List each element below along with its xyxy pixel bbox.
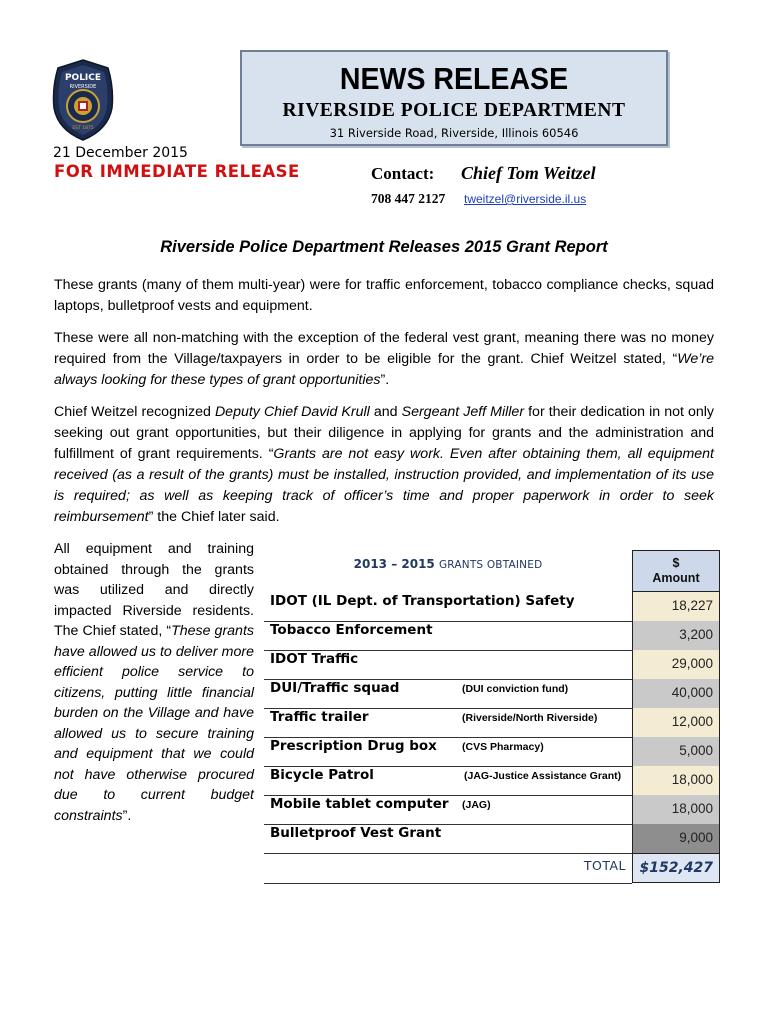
- grant-amount: 40,000: [632, 679, 720, 708]
- paragraph-2: [54, 328, 714, 391]
- grant-name: Mobile tablet computer: [270, 796, 449, 812]
- table-row: [264, 766, 720, 795]
- grant-source-note: (Riverside/North Riverside): [462, 712, 598, 724]
- grant-name: IDOT (IL Dept. of Transportation) Safety: [270, 593, 575, 609]
- grant-name: Prescription Drug box: [270, 738, 437, 754]
- svg-text:POLICE: POLICE: [64, 73, 102, 83]
- total-amount: $152,427: [632, 853, 720, 883]
- grant-source-note: (DUI conviction fund): [462, 683, 569, 695]
- table-row: [264, 650, 720, 679]
- table-row: [264, 592, 720, 621]
- svg-text:EST 1875: EST 1875: [72, 126, 94, 131]
- sidebar-text: All equipment and training obtained through the grants was utilized and directly impacted Riverside residents. The Chief stated, “: [54, 541, 254, 639]
- news-release-title: NEWS RELEASE: [339, 61, 569, 96]
- grant-name: Tobacco Enforcement: [270, 622, 433, 638]
- paragraph-1: [54, 275, 714, 317]
- grant-source-note: (JAG): [462, 799, 491, 811]
- grants-table-caption: GRANTS OBTAINED: [438, 559, 543, 571]
- grant-amount: 3,200: [632, 621, 720, 650]
- grant-source-note: (JAG-Justice Assistance Grant): [464, 770, 622, 782]
- grants-total-row: [264, 853, 720, 883]
- news-release-header: [240, 50, 668, 146]
- release-date: 21 December 2015: [53, 145, 188, 161]
- paragraph-3-text: Chief Weitzel recognized: [54, 404, 215, 420]
- grant-name: Bicycle Patrol: [270, 767, 374, 783]
- total-rule: [264, 883, 632, 884]
- table-row: [264, 795, 720, 824]
- department-address: 31 Riverside Road, Riverside, Illinois 60546: [329, 126, 579, 140]
- table-row: [264, 708, 720, 737]
- grant-amount: 12,000: [632, 708, 720, 737]
- table-row: [264, 737, 720, 766]
- grant-name: Bulletproof Vest Grant: [270, 825, 442, 841]
- grant-amount: 18,227: [632, 592, 720, 621]
- grant-amount: 9,000: [632, 824, 720, 853]
- paragraph-3: [54, 402, 714, 528]
- sidebar-paragraph: [54, 539, 254, 826]
- grant-amount: 29,000: [632, 650, 720, 679]
- grant-name: IDOT Traffic: [270, 651, 359, 667]
- contact-phone: 708 447 2127: [371, 191, 446, 206]
- headline: Riverside Police Department Releases 2015 Grant Report: [160, 238, 608, 256]
- total-label: TOTAL: [583, 858, 626, 873]
- sergeant-name: Sergeant Jeff Miller: [401, 404, 525, 420]
- amount-column-header: [632, 550, 720, 592]
- release-type: FOR IMMEDIATE RELEASE: [54, 162, 300, 181]
- chief-quote-2: Grants are not easy work. Even after obtaining them, all equipment received (as a result of the grants) must be installed, instruction provided, and implementation of its use is required; as well as keeping track of officer’s time and proper paperwork in order to seek reimbursement: [54, 446, 714, 525]
- grant-amount: 18,000: [632, 795, 720, 824]
- grant-name: Traffic trailer: [270, 709, 369, 725]
- paragraph-3-and: and: [369, 404, 402, 420]
- table-row: [264, 824, 720, 853]
- table-row: [264, 679, 720, 708]
- contact-email-link[interactable]: tweitzel@riverside.il.us: [464, 192, 587, 206]
- contact-name: Chief Tom Weitzel: [461, 163, 596, 183]
- deputy-chief-name: Deputy Chief David Krull: [214, 404, 370, 420]
- police-badge-logo: [50, 58, 116, 142]
- paragraph-2-text: These were all non-matching with the exception of the federal vest grant, meaning there was no money required from the Village/taxpayers in order to be eligible for the grant. Chief Weitzel stated, “: [54, 330, 714, 367]
- paragraph-2-end: ”.: [380, 372, 390, 388]
- sidebar-end: ”.: [122, 807, 132, 824]
- chief-quote-3: These grants have allowed us to deliver more efficient police service to citizens, putting little financial burden on the Village and have allowed us to secure training and equipment that we could not have otherwise procured due to current budget constraints: [54, 623, 254, 824]
- grant-amount: 18,000: [632, 766, 720, 795]
- paragraph-1-text: These grants (many of them multi-year) were for traffic enforcement, tobacco compliance checks, squad laptops, bulletproof vests and equipment.: [54, 277, 714, 314]
- amount-header-symbol: $: [672, 556, 680, 570]
- svg-text:RIVERSIDE: RIVERSIDE: [69, 84, 97, 90]
- grant-name: DUI/Traffic squad: [270, 680, 400, 696]
- grants-table-years: 2013 – 2015: [353, 557, 435, 571]
- table-row: [264, 621, 720, 650]
- grant-amount: 5,000: [632, 737, 720, 766]
- department-name: RIVERSIDE POLICE DEPARTMENT: [282, 100, 626, 121]
- amount-header-label: Amount: [652, 571, 700, 585]
- chief-quote-1: We’re always looking for these types of grant opportunities: [54, 351, 714, 388]
- paragraph-3-end: ” the Chief later said.: [148, 509, 280, 525]
- paragraph-3-middle: for their dedication in not only seeking out grant opportunities, but their diligence in applying for grants and the administration and fulfillment of grant requirements. “: [54, 404, 714, 462]
- contact-label: Contact:: [371, 164, 435, 183]
- grant-source-note: (CVS Pharmacy): [462, 741, 544, 753]
- grants-table-title: [264, 557, 632, 571]
